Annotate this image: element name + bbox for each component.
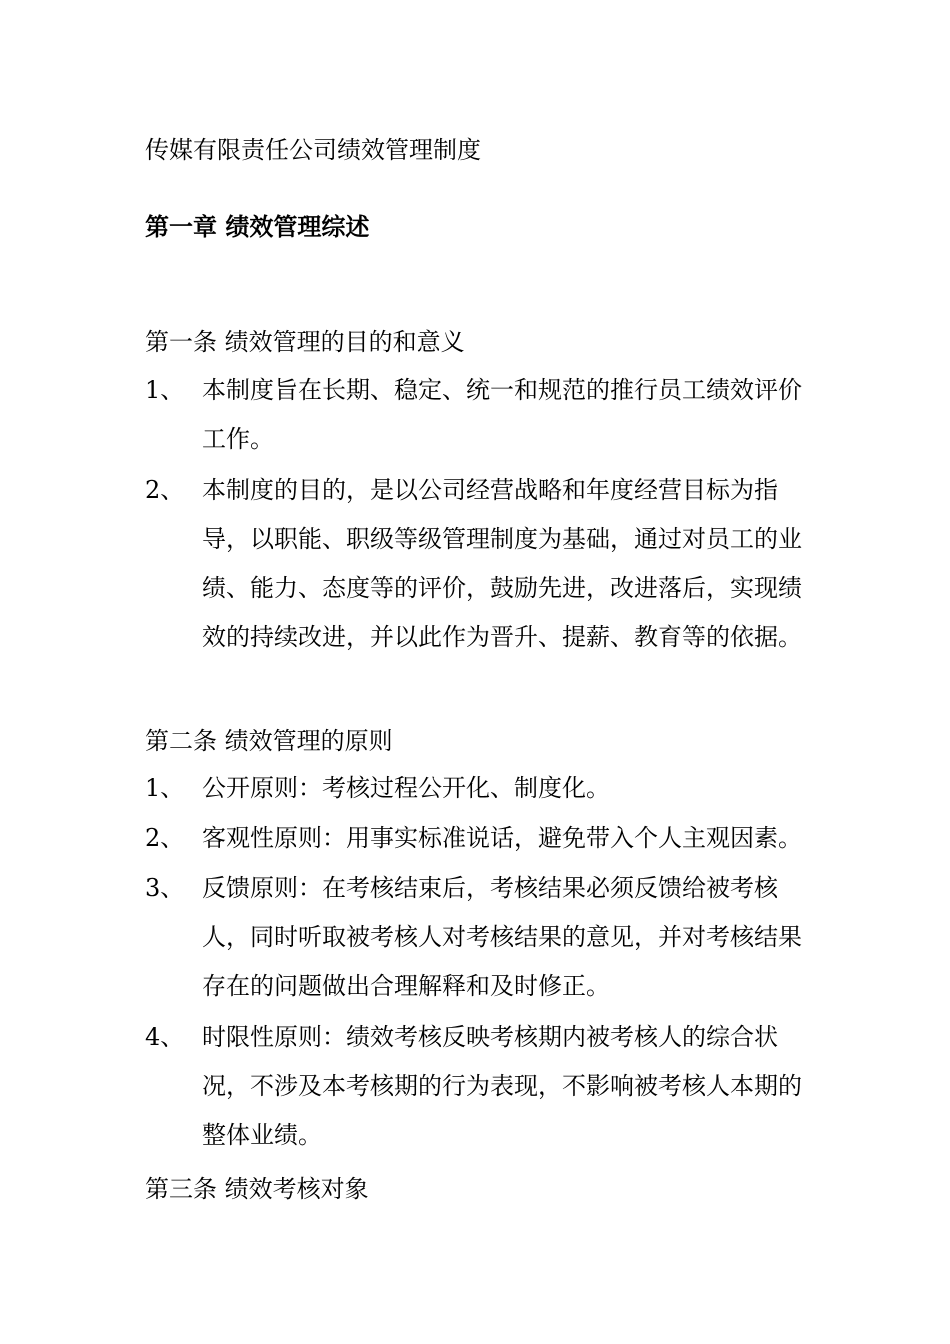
list-item-text: 客观性原则：用事实标准说话，避免带入个人主观因素。 bbox=[202, 824, 802, 852]
section-heading-2: 第二条 绩效管理的原则 bbox=[145, 727, 393, 755]
list-item-number: 2、 bbox=[145, 476, 185, 504]
list-item bbox=[145, 366, 815, 464]
document-title: 传媒有限责任公司绩效管理制度 bbox=[145, 136, 481, 164]
list-item-text: 本制度的目的，是以公司经营战略和年度经营目标为指导，以职能、职级等级管理制度为基础，通过对员工的业绩、能力、态度等的评价，鼓励先进，改进落后，实现绩效的持续改进，并以此作为晋升、提薪、教育等的依据。 bbox=[202, 476, 802, 651]
list-item bbox=[145, 814, 815, 863]
section-heading-1: 第一条 绩效管理的目的和意义 bbox=[145, 328, 465, 356]
list-item-text: 本制度旨在长期、稳定、统一和规范的推行员工绩效评价工作。 bbox=[202, 376, 802, 453]
list-item-number: 1、 bbox=[145, 774, 185, 802]
list-item bbox=[145, 764, 815, 813]
list-item-number: 3、 bbox=[145, 874, 185, 902]
list-item-text: 时限性原则：绩效考核反映考核期内被考核人的综合状况，不涉及本考核期的行为表现，不影响被考核人本期的整体业绩。 bbox=[202, 1023, 802, 1149]
chapter-heading: 第一章 绩效管理综述 bbox=[145, 212, 370, 241]
list-item bbox=[145, 466, 815, 662]
list-item bbox=[145, 1013, 815, 1160]
list-item-text: 公开原则：考核过程公开化、制度化。 bbox=[202, 774, 610, 802]
list-item-text: 反馈原则：在考核结束后，考核结果必须反馈给被考核人，同时听取被考核人对考核结果的意见，并对考核结果存在的问题做出合理解释和及时修正。 bbox=[202, 874, 802, 1000]
list-item-number: 2、 bbox=[145, 824, 185, 852]
list-item-number: 1、 bbox=[145, 376, 185, 404]
list-item-number: 4、 bbox=[145, 1023, 185, 1051]
section-heading-3: 第三条 绩效考核对象 bbox=[145, 1175, 369, 1203]
list-item bbox=[145, 864, 815, 1011]
